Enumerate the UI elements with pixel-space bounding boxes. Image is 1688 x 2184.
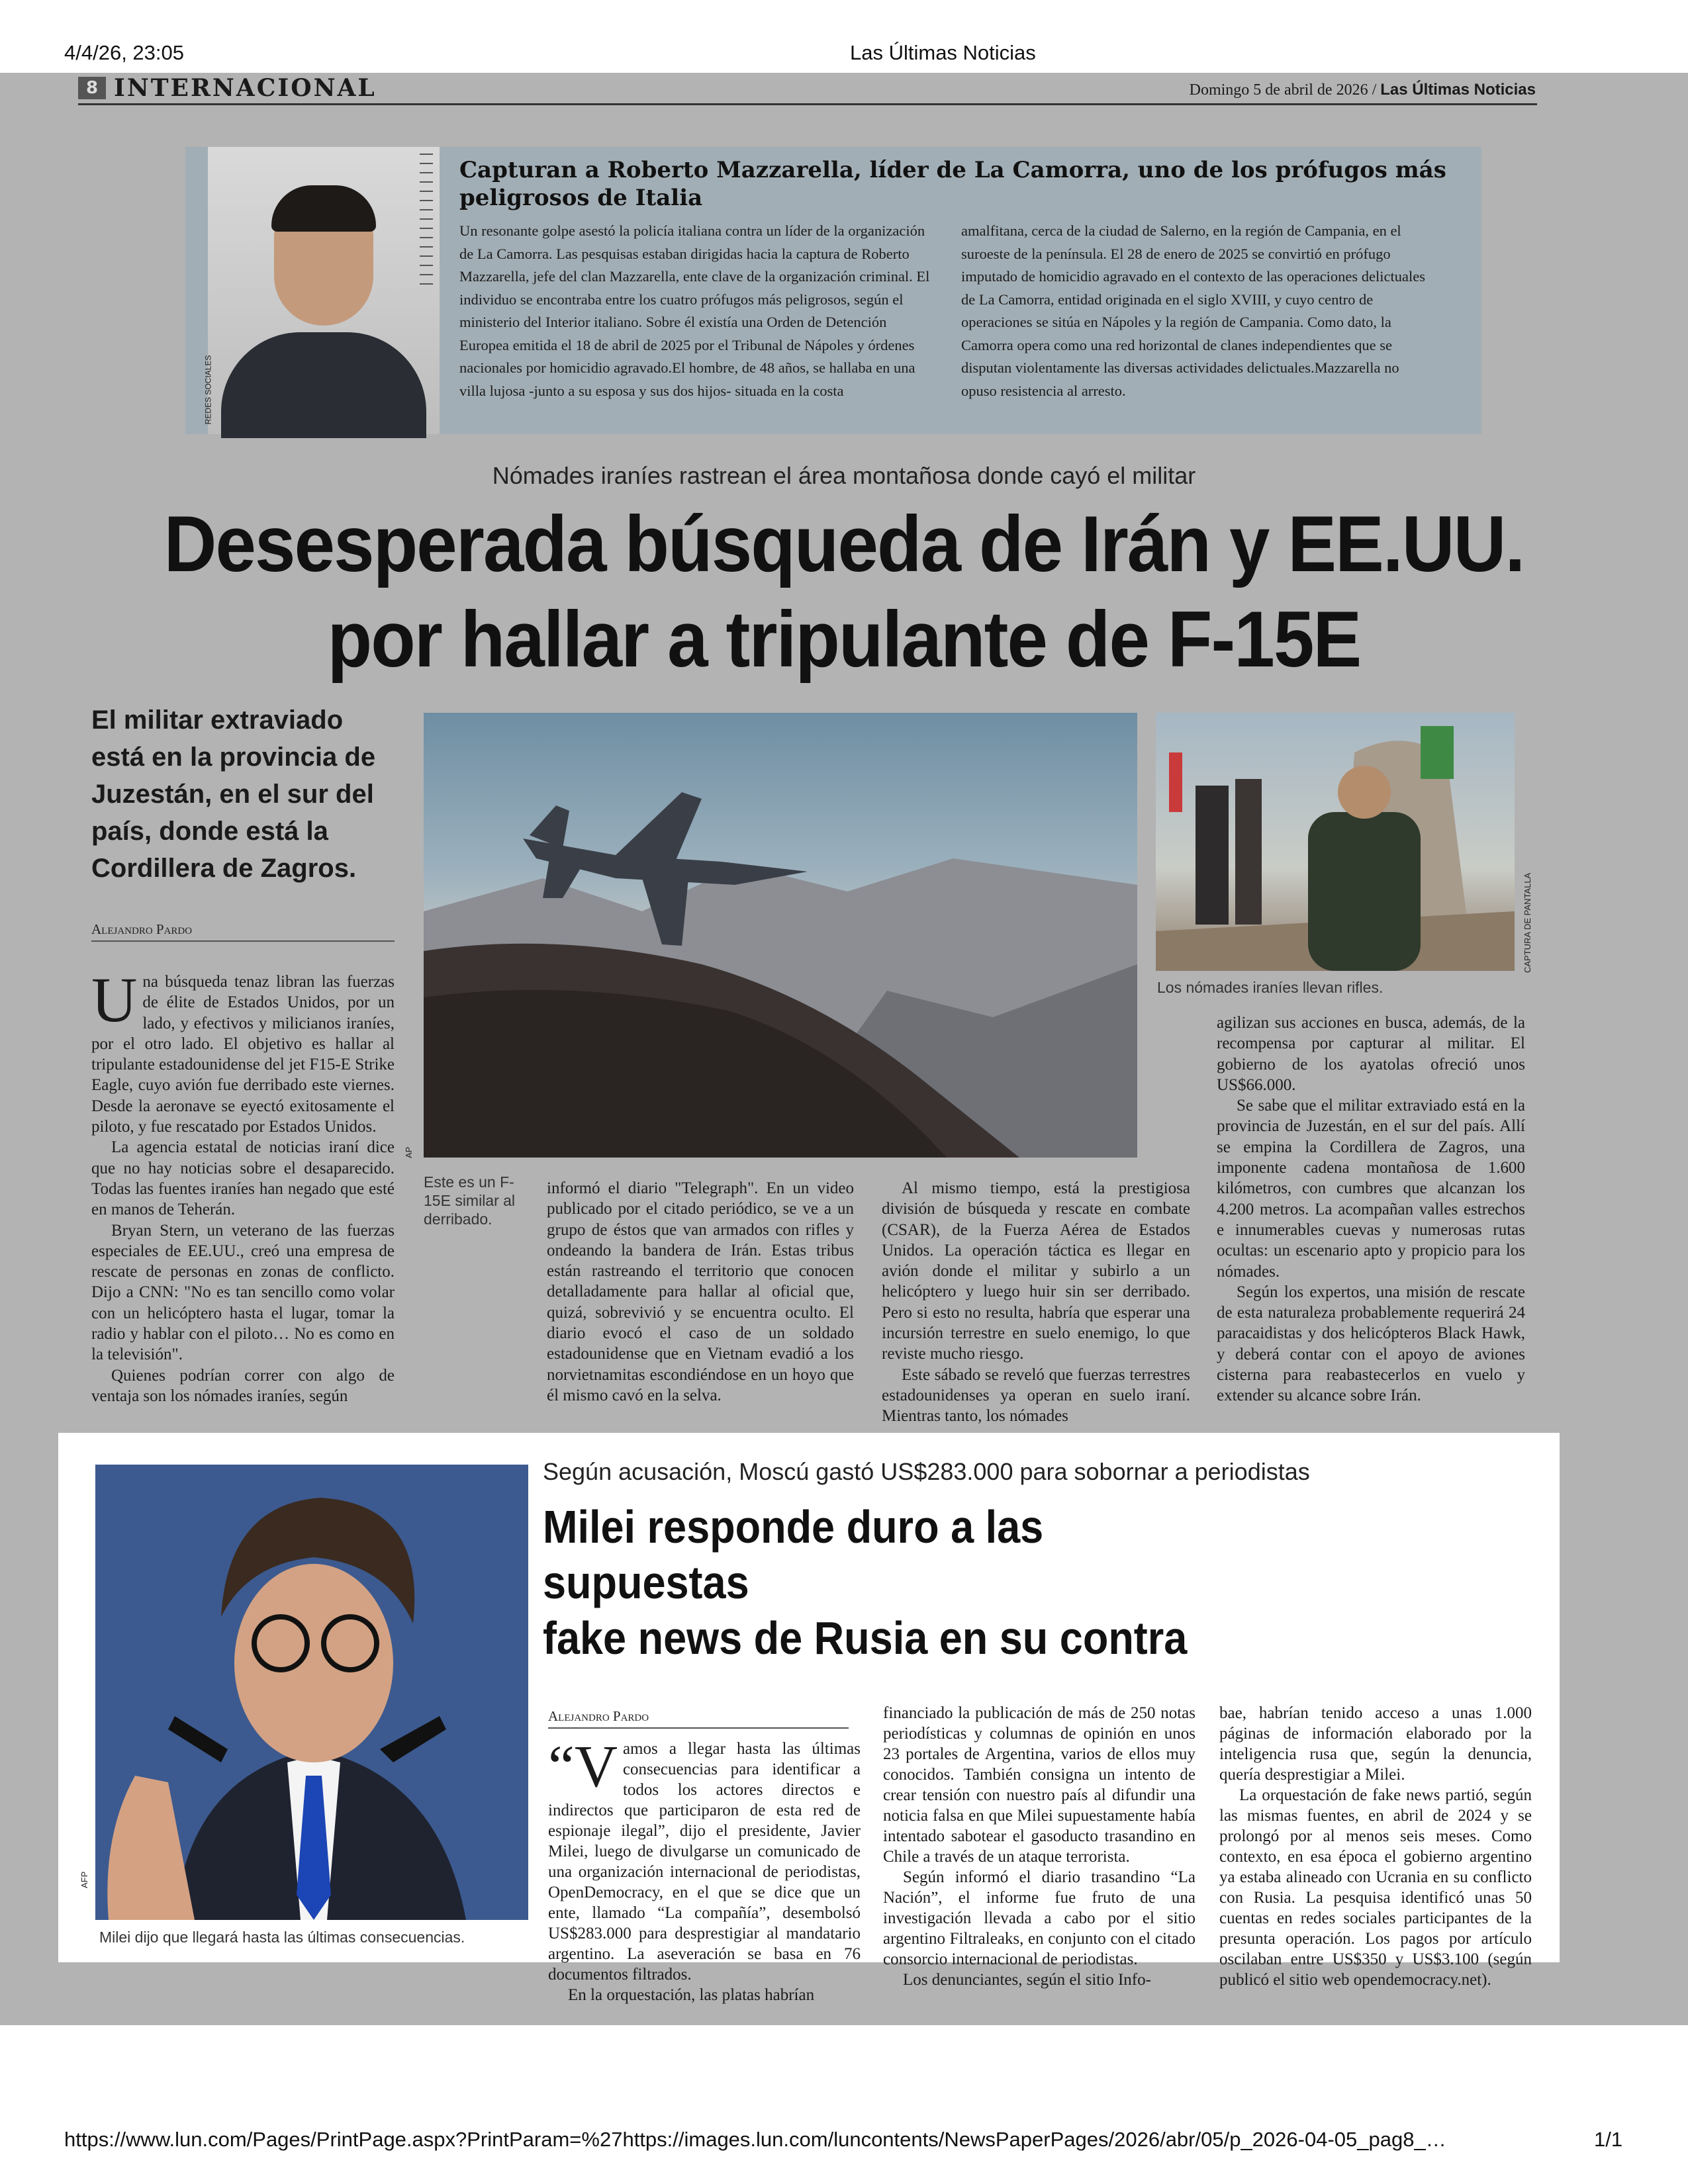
milei-open-quote: “ bbox=[548, 1734, 575, 1799]
main-col3-p1: Al mismo tiempo, está la prestigiosa división de búsqueda y rescate en combate (CSAR), de la Fuerza Aérea de Estados Unidos. La operación táctica es llegar en avión donde el militar y subirlo a un helicóptero y luego huir sin ser derribado. Pero si esto no resulta, habría que esperar una incursión terrestre en suelo enemigo, lo que reviste mucho riesgo. bbox=[882, 1179, 1190, 1363]
milei-col1-p2: En la orquestación, las platas habrían bbox=[568, 1986, 815, 2004]
print-title: Las Últimas Noticias bbox=[850, 41, 1036, 64]
milei-headline bbox=[543, 1499, 1258, 1666]
main-column-1 bbox=[91, 964, 395, 1406]
publication-name: Las Últimas Noticias bbox=[1380, 81, 1536, 99]
milei-photo-credit: AFP bbox=[79, 1871, 89, 1888]
mugshot-shirt bbox=[221, 332, 426, 438]
section-title: INTERNACIONAL bbox=[114, 74, 377, 102]
main-col4-p1: agilizan sus acciones en busca, además, de la recompensa por capturar al militar. El gobierno de los ayatolas ofreció unos US$66.000. bbox=[1217, 1014, 1525, 1094]
milei-story bbox=[58, 1433, 1560, 2004]
main-kicker: Nómades iraníes rastrean el área montañosa donde cayó el militar bbox=[492, 462, 1196, 489]
main-column-3 bbox=[882, 1178, 1190, 1427]
print-url: https://www.lun.com/Pages/PrintPage.aspx?PrintParam=%27https://images.lun.com/luncontents/NewsPaperPages/2026/abr/05/p_2026-04-05_pag8_… bbox=[64, 2128, 1446, 2151]
nomads-photo-art bbox=[1156, 713, 1515, 971]
milei-column-1 bbox=[548, 1734, 861, 2005]
main-col4-p3: Según los expertos, una misión de rescate de esta naturaleza probablemente requerirá 24 paracaidistas y dos helicópteros Black Hawk, y deberá contar con el apoyo de aviones cisterna para reabastecerlos en vuelo y extender su alcance sobre Irán. bbox=[1217, 1283, 1525, 1405]
mugshot-credit: REDES SOCIALES bbox=[203, 355, 213, 425]
milei-kicker: Según acusación, Moscú gastó US$283.000 para sobornar a periodistas bbox=[543, 1458, 1310, 1485]
milei-col1-p1: amos a llegar hasta las últimas consecuencias para identificar a todos los actores directos e indirectos que participaron de esta red de espionaje ilegal”, dijo el presidente, Javier Milei, luego de divulgarse un comunicado de una organización internacional de periodistas, OpenDemocracy, en el que se dice que un ente, llamado “La compañía”, desembolsó US$283.000 para desprestigiar al mandatario argentino. La aseveración se basa en 76 documentos filtrados. bbox=[548, 1740, 861, 1983]
main-col1-p4: Quienes podrían correr con algo de ventaja son los nómades iraníes, según bbox=[91, 1366, 395, 1405]
brief-column-2: amalfitana, cerca de la ciudad de Salerno, en la región de Campania, en el suroeste de la península. El 28 de enero de 2025 se convirtió en prófugo imputado de homicidio agravado en el contexto de las operaciones delictuales de La Camorra, entidad originada en el siglo XVIII, y cuyo centro de operaciones se sitúa en Nápoles y la región de Campania. Como dato, la Camorra opera como una red horizontal de clanes independientes que se disputan violentamente las diversas actividades delictuales.Mazzarella no opuso resistencia al arresto. bbox=[961, 222, 1426, 399]
nomads-photo-credit: CAPTURA DE PANTALLA bbox=[1523, 872, 1532, 973]
brief-box bbox=[185, 147, 1481, 434]
issue-date-separator: / bbox=[1372, 81, 1377, 99]
main-column-4 bbox=[1217, 1013, 1525, 1406]
milei-dropcap bbox=[548, 1734, 618, 1799]
main-col1-p1: na búsqueda tenaz libran las fuerzas de élite de Estados Unidos, por un lado, y efectivos y milicianos iraníes, por el otro lado. El objetivo es hallar al tripulante estadounidense del jet F15-E Strike Eagle, cuyo avión fue derribado este viernes. Desde la aeronave se eyectó exitosamente el piloto, y fue rescatado por Estados Unidos. bbox=[91, 973, 395, 1136]
jet-photo-credit: AP bbox=[404, 1146, 414, 1158]
milei-col3-p1: bae, habrían tenido acceso a unas 1.000 páginas de información elaborado por la inteligencia rusa que, según la denuncia, quería desprestigiar a Milei. bbox=[1219, 1704, 1532, 1784]
milei-headline-line1: Milei responde duro a las supuestas bbox=[543, 1501, 1044, 1608]
milei-headline-line2: fake news de Rusia en su contra bbox=[543, 1612, 1188, 1664]
page-number: 8 bbox=[78, 77, 106, 99]
nomads-caption: Los nómades iraníes llevan rifles. bbox=[1157, 979, 1383, 996]
header-rule bbox=[78, 103, 1537, 105]
main-col2-p1: informó el diario "Telegraph". En un video publicado por el citado periódico, se ve a un grupo de éstos que van armados con rifles y ondeando la bandera de Irán. Estas tribus están rastreando el territorio que conocen detalladamente para hallar al oficial que, quizá, sobrevivió y se encuentra oculto. El diario evocó el caso de un soldado estadounidense que en Vietnam evadió a los norvietnamitas escondiéndose en un hoyo que él mismo cavó en la selva. bbox=[547, 1179, 854, 1404]
brief-headline: Capturan a Roberto Mazzarella, líder de La Camorra, uno de los prófugos más peligrosos de Italia bbox=[459, 157, 1446, 211]
brief-column-1: Un resonante golpe asestó la policía italiana contra un líder de la organización de La Camorra. Las pesquisas estaban dirigidas hacia la captura de Roberto Mazzarella, jefe del clan Mazzarella, ente clave de la organización criminal. El individuo se encontraba entre los cuatro prófugos más peligrosos, según el ministerio del Interior italiano. Sobre él existía una Orden de Detención Europea emitida el 18 de abril de 2025 por el Tribunal de Nápoles y órdenes nacionales por homicidio agravado.El hombre, de 48 años, se hallaba en una villa lujosa -junto a su esposa y sus dos hijos- situada en la costa bbox=[459, 222, 930, 399]
jet-photo-art bbox=[424, 713, 1137, 1158]
issue-date-text: Domingo 5 de abril de 2026 bbox=[1189, 81, 1368, 99]
milei-col2-p3: Los denunciantes, según el sitio Info- bbox=[903, 1971, 1151, 1989]
main-headline-line2: por hallar a tripulante de F-15E bbox=[327, 595, 1361, 684]
milei-caption: Milei dijo que llegará hasta las últimas consecuencias. bbox=[99, 1929, 465, 1946]
newspaper-page bbox=[0, 73, 1688, 2025]
milei-column-3 bbox=[1219, 1703, 1532, 1990]
milei-col2-p1: financiado la publicación de más de 250 notas periodísticas y columnas de opinión en unos 23 portales de Argentina, varios de ellos muy conocidos. También consigna un intento de crear tensión con nuestro país al difundir una noticia falsa en que Milei supuestamente había intentado sabotear el gasoducto trasandino en Chile a través de un ataque terrorista. bbox=[883, 1704, 1196, 1866]
height-ruler bbox=[420, 154, 433, 286]
milei-column-2 bbox=[883, 1703, 1196, 1990]
main-headline-line1: Desesperada búsqueda de Irán y EE.UU. bbox=[164, 500, 1524, 588]
main-headline bbox=[68, 496, 1620, 687]
mugshot-hair bbox=[271, 185, 376, 232]
main-col1-p3: Bryan Stern, un veterano de las fuerzas especiales de EE.UU., creó una empresa de rescate de personas en zonas de conflicto. Dijo a CNN: "No es tan sencillo como volar con un helicóptero hasta el lugar, tomar la radio y hablar con el piloto… No es como en la televisión". bbox=[91, 1221, 395, 1364]
milei-col3-p2: La orquestación de fake news partió, según las mismas fuentes, en abril de 2024 y se prolongó por al menos seis meses. Como contexto, en esa época el gobierno argentino ya estaba alineado con Ucrania en su conflicto con Rusia. La pesquisa identificó unas 50 cuentas en redes sociales participantes de la presunta operación. Los pagos por artículo oscilaban entre US$350 y US$3.100 (según publicó el sitio web opendemocracy.net). bbox=[1219, 1786, 1532, 1989]
main-dropcap: U bbox=[91, 964, 138, 1035]
jet-caption: Este es un F-15E similar al derribado. bbox=[424, 1173, 516, 1228]
milei-dropcap-letter: V bbox=[574, 1734, 618, 1799]
main-col4-p2: Se sabe que el militar extraviado está en la provincia de Juzestán, en el sur del país. Allí se empina la Cordillera de Zagros, una imponente cadena montañosa de 1.600 kilómetros, con cumbres que alcanzan los 4.200 metros. La acompañan valles estrechos e innumerables cuevas y numerosas rutas ocultas: un escenario apto y propicio para los nómades. bbox=[1217, 1097, 1525, 1281]
main-summary: El militar extraviado está en la provincia de Juzestán, en el sur del país, donde está la Cordillera de Zagros. bbox=[91, 705, 376, 883]
issue-date bbox=[1190, 81, 1536, 99]
main-column-2 bbox=[547, 1178, 854, 1406]
milei-byline: Alejandro Pardo bbox=[548, 1708, 849, 1729]
main-col1-p2: La agencia estatal de noticias iraní dice que no hay noticias sobre el desaparecido. Todas las fuentes iraníes han negado que esté en manos de Teherán. bbox=[91, 1138, 395, 1219]
jet-photo bbox=[424, 713, 1137, 1158]
print-page-count: 1/1 bbox=[1594, 2128, 1623, 2151]
main-col3-p2: Este sábado se reveló que fuerzas terrestres estadounidenses ya operan en suelo iraní. Mientras tanto, los nómades bbox=[882, 1365, 1190, 1426]
main-byline: Alejandro Pardo bbox=[91, 921, 395, 942]
milei-col2-p2: Según informó el diario trasandino “La Nación”, el informe fue fruto de una investigación llevada a cabo por el sitio argentino Filtraleaks, en conjunto con el citado consorcio internacional de periodistas. bbox=[883, 1868, 1196, 1968]
milei-photo-art bbox=[95, 1465, 528, 1920]
mugshot-photo bbox=[203, 147, 440, 434]
print-datetime: 4/4/26, 23:05 bbox=[64, 41, 184, 64]
nomads-photo bbox=[1156, 713, 1515, 971]
milei-photo bbox=[95, 1465, 528, 1920]
